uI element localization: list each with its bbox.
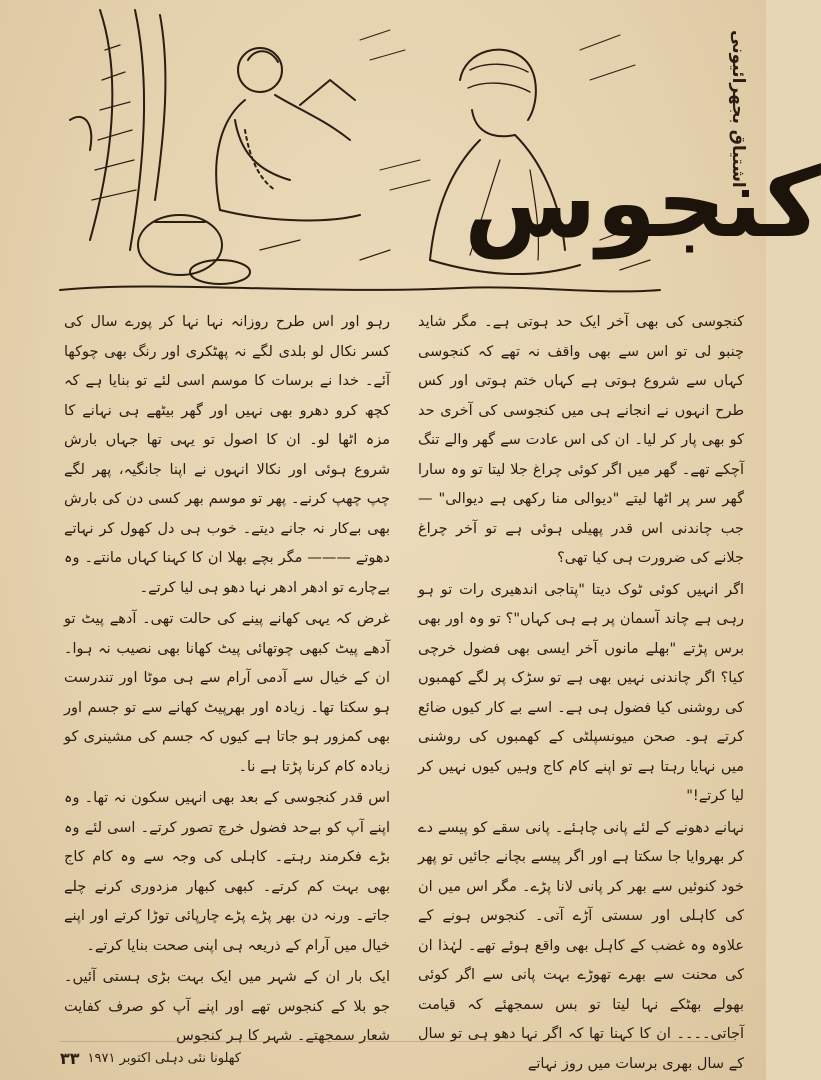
paragraph: غرض کہ یہی کھانے پینے کی حالت تھی۔ آدھے پیٹ تو آدھے پیٹ کبھی چوتھائی پیٹ کھانا بھی نصیب نہ ہوا۔ ان کے خیال سے آدمی آرام سے ہی موٹا اور تندرست ہو سکتا تھا۔ زیادہ اور بھرپیٹ کھانے سے تو جسم اور بھی کمزور ہو جاتا ہے کیوں کہ جسم کی مشینری کو زیادہ کام کرنا پڑتا ہے نا۔ [64, 611, 390, 775]
paragraph: اگر انہیں کوئی ٹوک دیتا "پتاجی اندھیری رات تو ہو رہی ہے چاند آسمان پر ہے ہی کہاں"؟ تو وہ اور بھی برس پڑتے "بھلے مانوں آخر ایسی بھی فضول خرچی کیا؟ اگر چاندنی نہیں بھی ہے تو سڑک پر لگے کھمبوں کی روشنی کیا فضول ہی ہے۔ اسے بے کار کیوں ضائع کرتے ہو۔ صحن میونسپلٹی کے کھمبوں کی روشنی میں نہایا رہتا ہے تو اپنے کام کاج وہیں کیوں نہیں کر لیا کرتے!" [418, 581, 745, 804]
paragraph: رہو اور اس طرح روزانہ نہا نہا کر پورے سال کی کسر نکال لو بلدی لگے نہ پھٹکری اور رنگ بھی چوکھا آئے۔ خدا نے برسات کا موسم اسی لئے تو بنایا ہے کہ کچھ کرو دھرو بھی نہیں اور گھر بیٹھے ہی نہانے کا مزہ اٹھا لو۔ ان کا اصول تو یہی تھا جہاں بارش شروع ہوئی اور نکالا انہوں نے اپنا جانگیہ، پھر لگے چپ چھپ کرنے۔ پھر تو موسم بھر کسی دن کی بارش بھی بےکار نہ جانے دیتے۔ خوب ہی دل کھول کر نہاتے دھوتے ——— مگر بچے بھلا ان کا کہنا کہاں مانتے۔ وہ بےچارے تو ادھر ادھر نہا دھو ہی لیا کرتے۔ [64, 314, 390, 596]
magazine-issue: کھلونا نئی دہلی اکتوبر ۱۹۷۱ [87, 1051, 241, 1066]
page-footer [60, 1049, 241, 1068]
tree-trunk [90, 10, 165, 250]
text-column-right [418, 308, 745, 1072]
pot [138, 215, 222, 275]
footer-divider [60, 1041, 736, 1042]
page-number: ۳۳ [60, 1049, 80, 1068]
author-name: اشتیاق بجھرائیونی [728, 30, 748, 188]
old-man-head [238, 48, 282, 92]
paragraph: اس قدر کنجوسی کے بعد بھی انہیں سکون نہ تھا۔ وہ اپنے آپ کو بےحد فضول خرچ تصور کرتے۔ اسی لئے وہ بڑے فکرمند رہتے۔ کاہلی کی وجہ سے وہ کام کاج بھی بہت کم کرتے۔ کبھی کبھار مزدوری کرنے چلے جاتے۔ ورنہ دن بھر پڑے پڑے چارپائی توڑا کرتے اور اپنے خیال میں آرام کے ذریعہ ہی اپنی صحت بنایا کرتے۔ [64, 790, 390, 954]
text-column-left [64, 308, 390, 1046]
paragraph: ایک بار ان کے شہر میں ایک بہت بڑی ہستی آئیں۔ جو بلا کے کنجوس تھے اور اپنے آپ کو صرف کفایت شعار سمجھتے۔ شہر کا ہر کنجوس [64, 969, 390, 1044]
paragraph: کنجوسی کی بھی آخر ایک حد ہوتی ہے۔ مگر شاید چنبو لی تو اس سے بھی واقف نہ تھے کہ کنجوسی کہاں سے شروع ہوتی ہے کہاں ختم ہوتی اور کس طرح انہوں نے انجانے ہی میں کنجوسی کی آخری حد کو بھی پار کر لیا۔ ان کی اس عادت سے گھر والے تنگ آچکے تھے۔ گھر میں اگر کوئی چراغ جلا لیتا تو وہ سارا گھر سر پر اٹھا لیتے "دیوالی منا رکھی ہے دیوالی" — جب چاندنی اس قدر پھیلی ہوئی ہے تو آخر چراغ جلانے کی ضرورت ہی کیا تھی؟ [418, 314, 744, 566]
story-title: کنجوس [464, 146, 821, 259]
paragraph: نہانے دھونے کے لئے پانی چاہئے۔ پانی سقے کو پیسے دے کر بھروایا جا سکتا ہے اور اگر پیسے بچانے جائیں تو پھر خود کنوئیں سے بھر کر پانی لانا پڑے۔ مگر اس میں ان کی کاہلی اور سستی آڑے آتی۔ کنجوس ہونے کے علاوہ وہ غضب کے کاہل بھی واقع ہوئے تھے۔ لہٰذا ان کی محنت سے بھرے تھوڑے بہت پانی سے اگر کوئی بھولے بھٹکے نہا لیتا تو بس سمجھئے کہ قیامت آجاتی۔۔۔۔ ان کا کہنا تھا کہ اگر نہا دھو ہی تو سال کے سال بھری برسات میں روز نہاتے [418, 819, 744, 1072]
